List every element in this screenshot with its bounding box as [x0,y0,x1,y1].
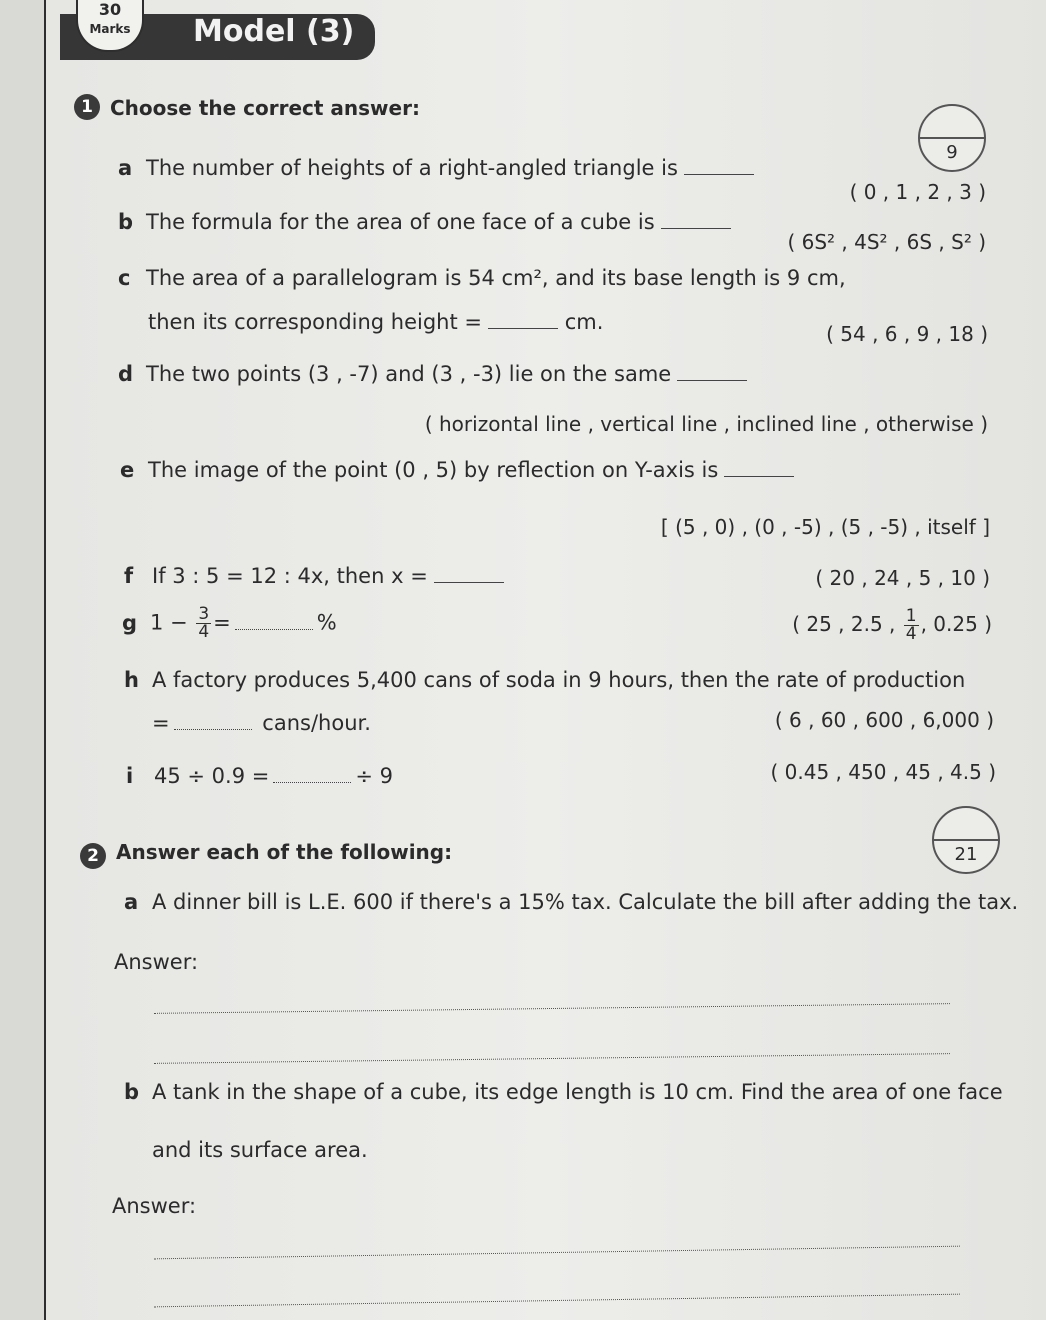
q1-h-options: ( 6 , 60 , 600 , 6,000 ) [774,708,994,732]
answer-blank[interactable] [488,328,558,329]
question-2-badge: 2 [80,843,106,869]
fraction-denominator: 4 [905,624,917,644]
fraction-three-quarters [196,606,211,641]
item-text: A tank in the shape of a cube, its edge length is 10 cm. Find the area of one face [152,1080,1003,1104]
item-text: then its corresponding height = [148,310,483,334]
item-letter: a [124,890,139,914]
item-text: The area of a parallelogram is 54 cm², and its base length is 9 cm, [146,266,846,290]
q1-item-d [118,362,747,386]
equals-sign: = [213,610,231,635]
q1-item-h [124,668,965,692]
score-divider [934,839,998,841]
q1-d-options: ( horizontal line , vertical line , inclined line , otherwise ) [424,412,988,436]
q2-item-a [124,890,1018,914]
fraction-denominator: 4 [198,622,210,642]
page-title: Model (3) [193,14,355,49]
question-1-title: Choose the correct answer: [110,96,420,120]
q1-c-options: ( 54 , 6 , 9 , 18 ) [826,322,988,346]
q1-e-options: [ (5 , 0) , (0 , -5) , (5 , -5) , itself ] [660,515,990,539]
q2-a-answer-label: Answer: [114,950,199,974]
q1-item-f [124,564,504,588]
q1-item-h-line2 [152,711,371,735]
item-text: The image of the point (0 , 5) by reflection on Y-axis is [148,458,719,482]
item-text: The formula for the area of one face of a cube is [146,210,655,234]
options-start: ( 25 , 2.5 , [792,612,896,636]
fraction-numerator: 3 [198,604,210,624]
q1-item-b [118,210,731,234]
item-letter: g [122,610,138,635]
equals-sign: = [152,711,170,735]
item-unit: cm. [564,310,604,334]
item-expr: 1 − [150,610,188,635]
q1-item-c-line2 [148,310,603,334]
percent-sign: % [316,610,337,635]
answer-blank[interactable] [684,174,754,175]
q1-item-g [122,606,337,641]
score-value: 21 [954,844,978,865]
q1-item-a [118,156,754,180]
item-letter: a [118,156,133,180]
item-text: If 3 : 5 = 12 : 4x, then x = [152,564,428,588]
q1-item-e [120,458,794,482]
answer-blank[interactable] [724,476,794,477]
q1-b-options: ( 6S² , 4S² , 6S , S² ) [787,230,986,254]
answer-blank[interactable] [434,582,504,583]
item-expr: 45 ÷ 0.9 = [154,764,270,788]
answer-blank[interactable] [661,228,731,229]
q2-b-answer-label: Answer: [112,1194,197,1218]
item-unit: cans/hour. [262,711,371,735]
item-text: The two points (3 , -7) and (3 , -3) lie on the same [146,362,672,386]
q1-g-options [792,608,992,643]
options-end: , 0.25 ) [920,612,992,636]
answer-blank[interactable] [677,380,747,381]
item-letter: h [124,668,139,692]
q1-a-options: ( 0 , 1 , 2 , 3 ) [849,180,986,204]
item-letter: c [118,266,131,290]
item-text: The number of heights of a right-angled triangle is [146,156,678,180]
q2-item-b-line2: and its surface area. [152,1138,368,1162]
item-text: A factory produces 5,400 cans of soda in 9 hours, then the rate of production [152,668,966,692]
item-text: A dinner bill is L.E. 600 if there's a 15% tax. Calculate the bill after adding the tax. [152,890,1019,914]
question-1-badge: 1 [74,94,100,120]
fraction-one-quarter [904,608,919,643]
item-letter: e [120,458,135,482]
q2-item-b [124,1080,1003,1104]
answer-blank[interactable] [273,782,351,783]
item-letter: f [124,564,134,588]
answer-blank[interactable] [235,629,313,630]
question-2-title: Answer each of the following: [116,840,453,864]
score-value: 9 [946,142,958,163]
question-1-score [918,104,986,172]
item-expr-end: ÷ 9 [355,764,393,788]
answer-blank[interactable] [174,729,252,730]
q1-item-i [126,764,393,788]
q1-i-options: ( 0.45 , 450 , 45 , 4.5 ) [770,760,996,784]
marks-number: 30 [98,0,122,19]
question-2-score [932,806,1000,874]
fraction-numerator: 1 [905,606,917,626]
marks-label: Marks [89,22,131,36]
item-letter: i [126,764,134,788]
q1-f-options: ( 20 , 24 , 5 , 10 ) [815,566,990,590]
item-letter: b [124,1080,140,1104]
score-divider [920,137,984,139]
q1-item-c [118,266,846,290]
item-letter: d [118,362,134,386]
item-letter: b [118,210,134,234]
